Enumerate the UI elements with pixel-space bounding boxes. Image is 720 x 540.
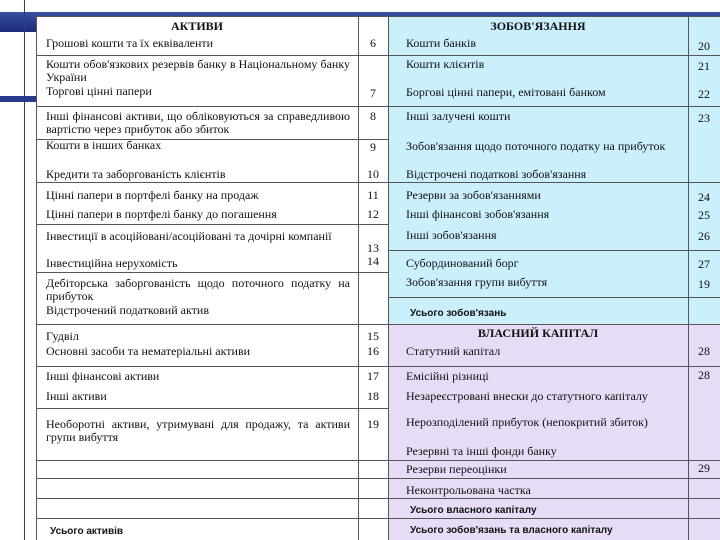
asset-row-label: Кошти в інших банках (46, 138, 162, 152)
asset-row-note: 13 (367, 241, 379, 255)
asset-row-note: 6 (370, 36, 376, 50)
asset-row-label: Грошові кошти та їх еквіваленти (46, 36, 214, 50)
asset-row-note: 17 (367, 369, 379, 383)
asset-row-label: Основні засоби та нематеріальні активи (46, 344, 251, 358)
equity-row-label: Емісійні різниці (406, 369, 489, 383)
asset-row-note: 9 (370, 140, 376, 154)
asset-row-label: Кредити та заборгованість клієнтів (46, 167, 226, 181)
asset-row-label: Інші фінансові активи, що обліковуються за справедливою вартістю через прибуток або збиток (46, 109, 350, 136)
equity-header: ВЛАСНИЙ КАПІТАЛ (477, 326, 599, 340)
equity-row-label: Резерви переоцінки (406, 462, 507, 476)
asset-row-label: Гудвіл (46, 329, 79, 343)
liability-row-note: 23 (698, 111, 710, 125)
liability-row-note: 21 (698, 59, 710, 73)
asset-row-note: 8 (370, 109, 376, 123)
liability-row-note: 22 (698, 87, 710, 101)
liability-row-note: 27 (698, 257, 710, 271)
total-equity-label: Усього власного капіталу (410, 505, 537, 516)
asset-row-label: Дебіторська заборгованість щодо поточного податку на прибуток (46, 276, 350, 303)
liability-row-label: Інші зобов'язання (406, 228, 497, 242)
asset-row-label: Інвестиції в асоційовані/асоційовані та дочірні компанії (46, 229, 332, 243)
decorative-vertical-line (24, 0, 25, 540)
liability-row-label: Резерви за зобов'язаннями (406, 188, 541, 202)
asset-row-note: 19 (367, 417, 379, 431)
asset-row-label: Відстрочений податковий актив (46, 303, 209, 317)
equity-row-note: 28 (698, 368, 710, 382)
asset-row-label: Кошти обов'язкових резервів банку в Національному банку України (46, 57, 350, 84)
liability-row-label: Відстрочені податкові зобов'язання (406, 167, 587, 181)
liabilities-header: ЗОБОВ'ЯЗАННЯ (490, 19, 586, 33)
total-liabilities-equity-label: Усього зобов'язань та власного капіталу (410, 525, 613, 536)
equity-row-label: Нерозподілений прибуток (непокритий збиток) (406, 415, 648, 429)
liability-row-label: Боргові цінні папери, емітовані банком (406, 85, 606, 99)
asset-row-note: 7 (370, 86, 376, 100)
liability-row-label: Інші залучені кошти (406, 109, 511, 123)
equity-row-label: Незареєстровані внески до статутного капіталу (406, 389, 648, 403)
liability-row-label: Інші фінансові зобов'язання (406, 207, 550, 221)
asset-row-note: 16 (367, 344, 379, 358)
total-liabilities-label: Усього зобов'язань (410, 308, 507, 319)
asset-row-note: 14 (367, 254, 379, 268)
asset-row-label: Торгові цінні папери (46, 84, 152, 98)
asset-row-label: Цінні папери в портфелі банку до погашення (46, 207, 277, 221)
equity-row-label: Неконтрольована частка (406, 483, 531, 497)
liability-row-note: 26 (698, 229, 710, 243)
liability-row-note: 24 (698, 190, 710, 204)
total-assets-label: Усього активів (50, 526, 124, 537)
asset-row-label: Необоротні активи, утримувані для продажу, та активи групи вибуття (46, 417, 350, 444)
equity-row-label: Статутний капітал (406, 344, 501, 358)
asset-row-note: 12 (367, 207, 379, 221)
liability-row-label: Субординований борг (406, 256, 519, 270)
asset-row-label: Інвестиційна нерухомість (46, 256, 178, 270)
equity-row-label: Резервні та інші фонди банку (406, 444, 557, 458)
liability-row-label: Кошти банків (406, 36, 476, 50)
asset-row-note: 10 (367, 167, 379, 181)
asset-row-note: 15 (367, 329, 379, 343)
asset-row-note: 18 (367, 389, 379, 403)
equity-row-note: 29 (698, 461, 710, 475)
liability-row-label: Кошти клієнтів (406, 57, 485, 71)
asset-row-label: Інші фінансові активи (46, 369, 160, 383)
liability-row-note: 20 (698, 39, 710, 53)
assets-header: АКТИВИ (170, 19, 224, 33)
asset-row-label: Інші активи (46, 389, 107, 403)
liability-row-label: Зобов'язання щодо поточного податку на прибуток (406, 139, 666, 153)
liability-row-note: 19 (698, 277, 710, 291)
liability-row-note: 25 (698, 208, 710, 222)
asset-row-label: Цінні папери в портфелі банку на продаж (46, 188, 259, 202)
liability-row-label: Зобов'язання групи вибуття (406, 275, 548, 289)
asset-row-note: 11 (367, 188, 379, 202)
equity-row-note: 28 (698, 344, 710, 358)
